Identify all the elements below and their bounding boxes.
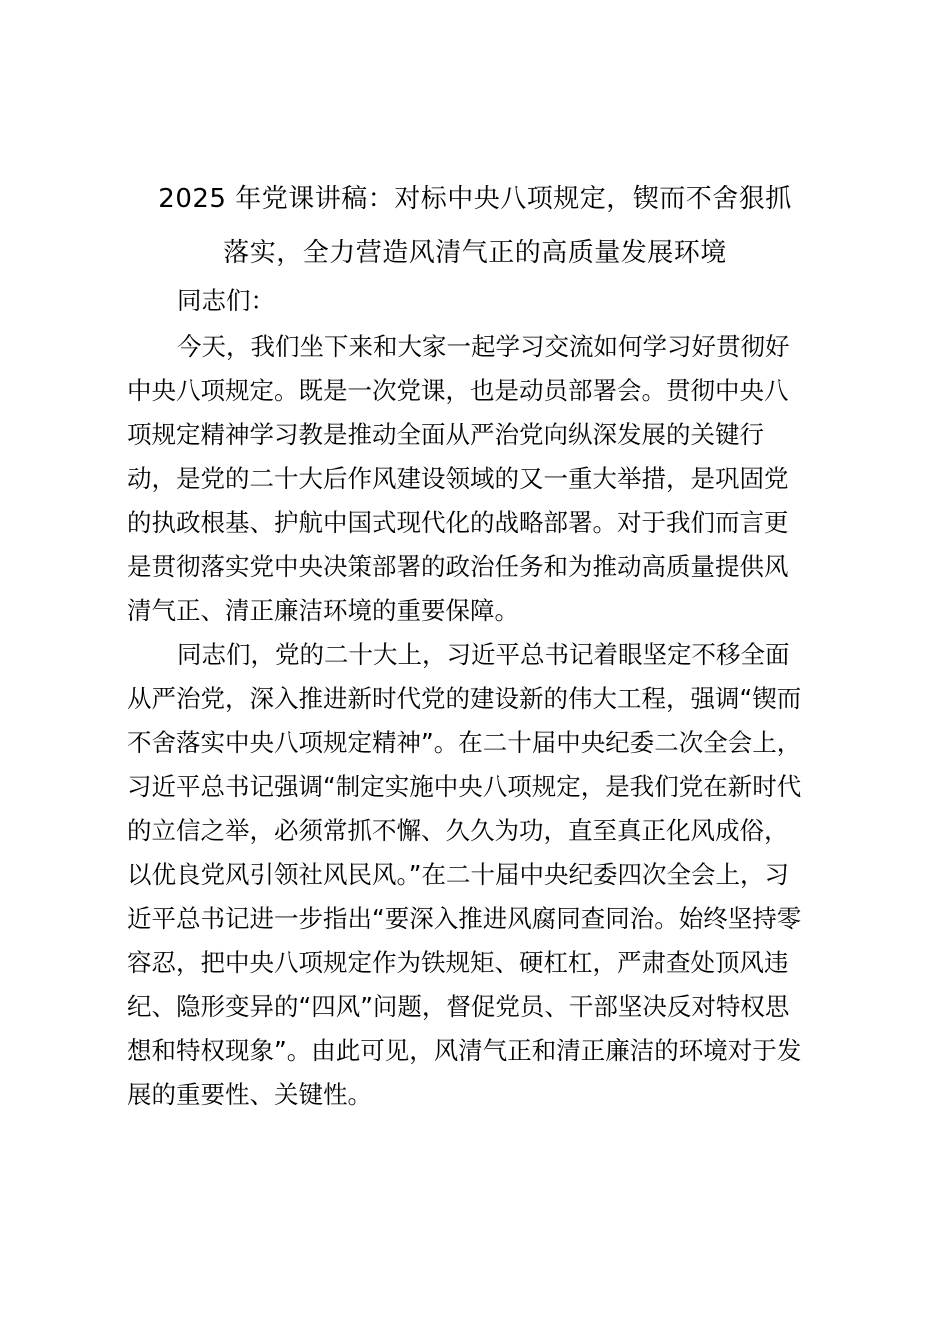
paragraph-1-line: 中央八项规定。既是一次党课，也是动员部署会。贯彻中央八 [127, 376, 789, 405]
salutation: 同志们： [177, 286, 275, 315]
paragraph-2-line: 同志们，党的二十大上，习近平总书记着眼坚定不移全面 [177, 640, 790, 669]
paragraph-2-line: 纪、隐形变异的“四风”问题，督促党员、干部坚决反对特权思 [127, 992, 790, 1021]
paragraph-1-line: 动，是党的二十大后作风建设领域的又一重大举措，是巩固党 [127, 464, 789, 493]
document-title [120, 172, 830, 280]
paragraph-1-line: 的执政根基、护航中国式现代化的战略部署。对于我们而言更 [127, 508, 789, 537]
paragraph-2-line: 展的重要性、关键性。 [127, 1080, 372, 1109]
paragraph-2-line: 习近平总书记强调“制定实施中央八项规定，是我们党在新时代 [127, 772, 802, 801]
paragraph-2-line: 的立信之举，必须常抓不懈、久久为功，直至真正化风成俗， [127, 816, 789, 845]
paragraph-2-line: 不舍落实中央八项规定精神”。在二十届中央纪委二次全会上， [127, 728, 802, 757]
paragraph-2-line: 想和特权现象”。由此可见，风清气正和清正廉洁的环境对于发 [127, 1036, 802, 1065]
paragraph-2-line: 以优良党风引领社风民风。”在二十届中央纪委四次全会上，习 [127, 860, 789, 889]
paragraph-1-line: 今天，我们坐下来和大家一起学习交流如何学习好贯彻好 [177, 332, 790, 361]
paragraph-2-line: 容忍，把中央八项规定作为铁规矩、硬杠杠，严肃查处顶风违 [127, 948, 789, 977]
title-line-2: 落实，全力营造风清气正的高质量发展环境 [223, 238, 727, 268]
paragraph-1-line: 项规定精神学习教是推动全面从严治党向纵深发展的关键行 [127, 420, 764, 449]
title-line-1: 2025 年党课讲稿：对标中央八项规定，锲而不舍狠抓 [158, 184, 792, 214]
document-body [127, 279, 832, 1117]
paragraph-1-line: 是贯彻落实党中央决策部署的政治任务和为推动高质量提供风 [127, 552, 789, 581]
paragraph-1-line: 清气正、清正廉洁环境的重要保障。 [127, 596, 519, 625]
paragraph-1 [127, 325, 832, 633]
paragraph-2 [127, 633, 832, 1117]
paragraph-2-line: 近平总书记进一步指出“要深入推进风腐同查同治。始终坚持零 [127, 904, 802, 933]
paragraph-2-line: 从严治党，深入推进新时代党的建设新的伟大工程，强调“锲而 [127, 684, 802, 713]
